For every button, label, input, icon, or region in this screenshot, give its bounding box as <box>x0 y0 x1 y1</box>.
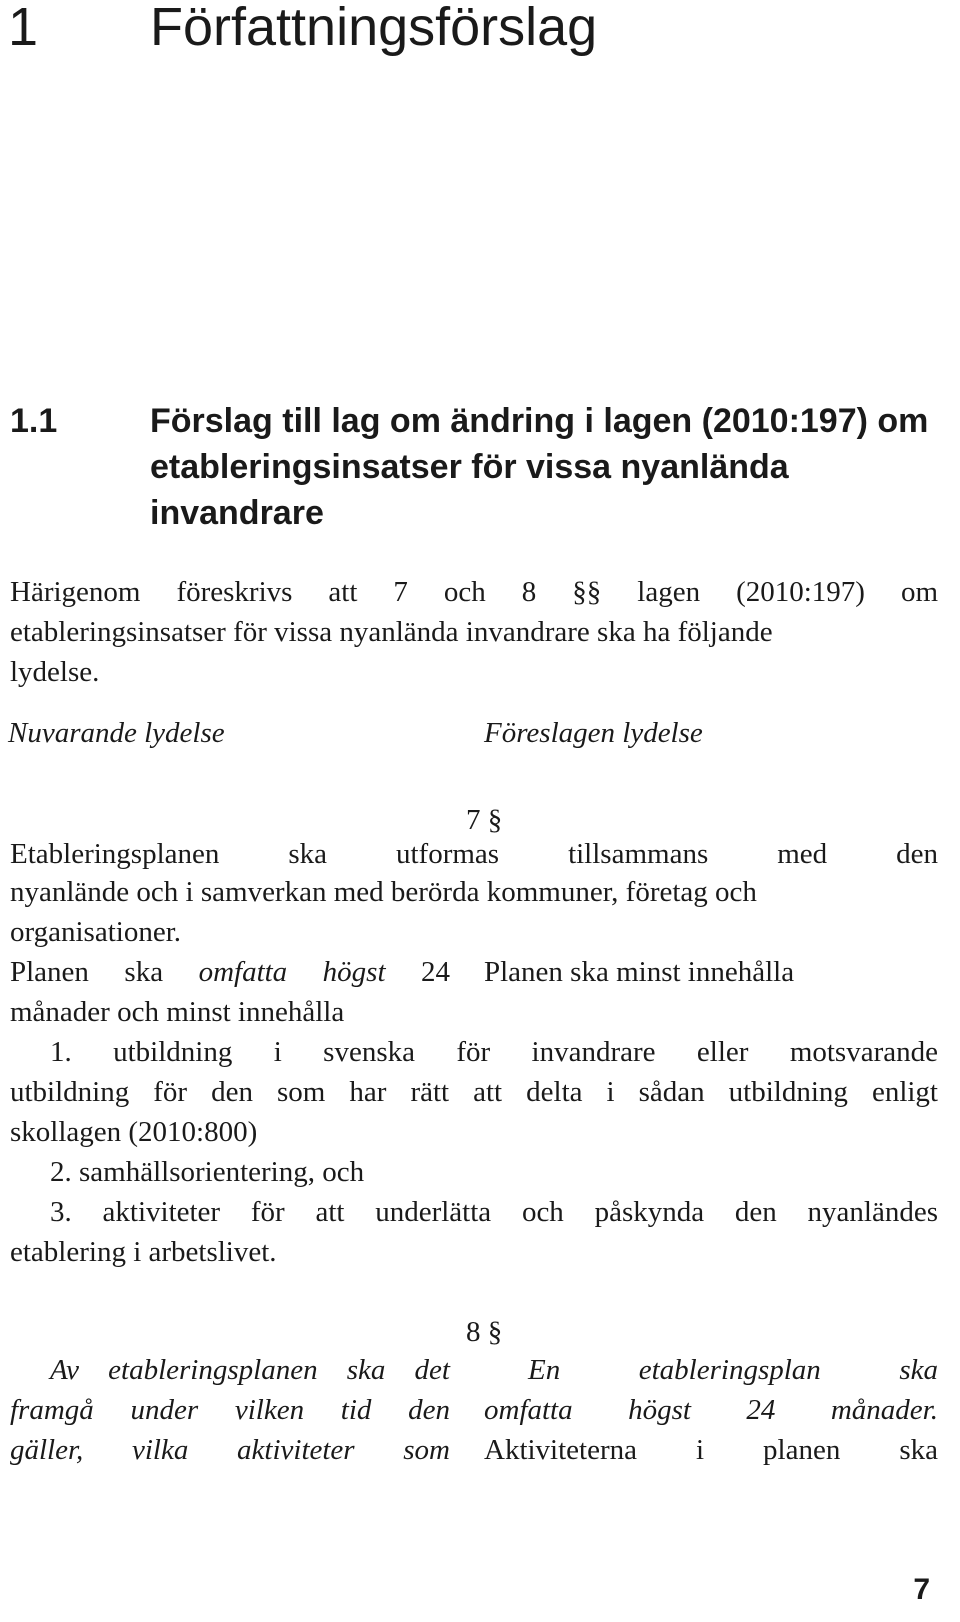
proposed-wording-header: Föreslagen lydelse <box>484 717 703 749</box>
chapter-number: 1 <box>8 0 39 57</box>
current-wording-line: månader och minst innehålla <box>10 996 345 1028</box>
current-wording-header: Nuvarande lydelse <box>8 717 225 749</box>
paragraph-label: 8 § <box>466 1316 503 1348</box>
page-number: 7 <box>913 1573 930 1606</box>
text-span: 24 <box>385 956 450 988</box>
proposed-wording-line: omfatta högst 24 månader. <box>484 1394 938 1426</box>
body-line: nyanlände och i samverkan med berörda kommuner, företag och <box>10 876 757 908</box>
current-wording-line: Av etableringsplanen ska det <box>50 1354 450 1386</box>
paragraph-label: 7 § <box>466 804 503 836</box>
text-span: Planen ska <box>10 956 199 988</box>
section-title: Förslag till lag om ändring i lagen (2010:197) om etableringsinsatser för vissa nyanlända invandrare <box>150 402 929 532</box>
list-item-continuation: etablering i arbetslivet. <box>10 1236 277 1268</box>
proposed-wording-line: Aktiviteterna i planen ska <box>484 1434 938 1466</box>
list-item-continuation: utbildning för den som har rätt att delta i sådan utbildning enligt <box>10 1076 938 1108</box>
section-number: 1.1 <box>10 402 58 440</box>
chapter-title: Författningsförslag <box>150 0 598 57</box>
intro-line: etableringsinsatser för vissa nyanlända invandrare ska ha följande <box>10 616 773 648</box>
body-line: organisationer. <box>10 916 182 948</box>
proposed-wording-line: En etableringsplan ska <box>528 1354 938 1386</box>
proposed-wording-line: Planen ska minst innehålla <box>484 956 795 988</box>
current-wording-line <box>10 952 450 992</box>
body-line: Etableringsplanen ska utformas tillsammans med den <box>10 838 938 870</box>
list-item: 1. utbildning i svenska för invandrare eller motsvarande <box>50 1036 938 1068</box>
list-item: 3. aktiviteter för att underlätta och påskynda den nyanländes <box>50 1196 938 1228</box>
list-item: 2. samhällsorientering, och <box>50 1156 365 1188</box>
current-wording-line: framgå under vilken tid den <box>10 1394 450 1426</box>
list-item-continuation: skollagen (2010:800) <box>10 1116 258 1148</box>
intro-line: lydelse. <box>10 656 100 688</box>
current-wording-line: gäller, vilka aktiviteter som <box>10 1434 450 1466</box>
intro-line: Härigenom föreskrivs att 7 och 8 §§ lagen (2010:197) om <box>10 576 938 608</box>
emphasis-span: omfatta högst <box>198 956 386 988</box>
